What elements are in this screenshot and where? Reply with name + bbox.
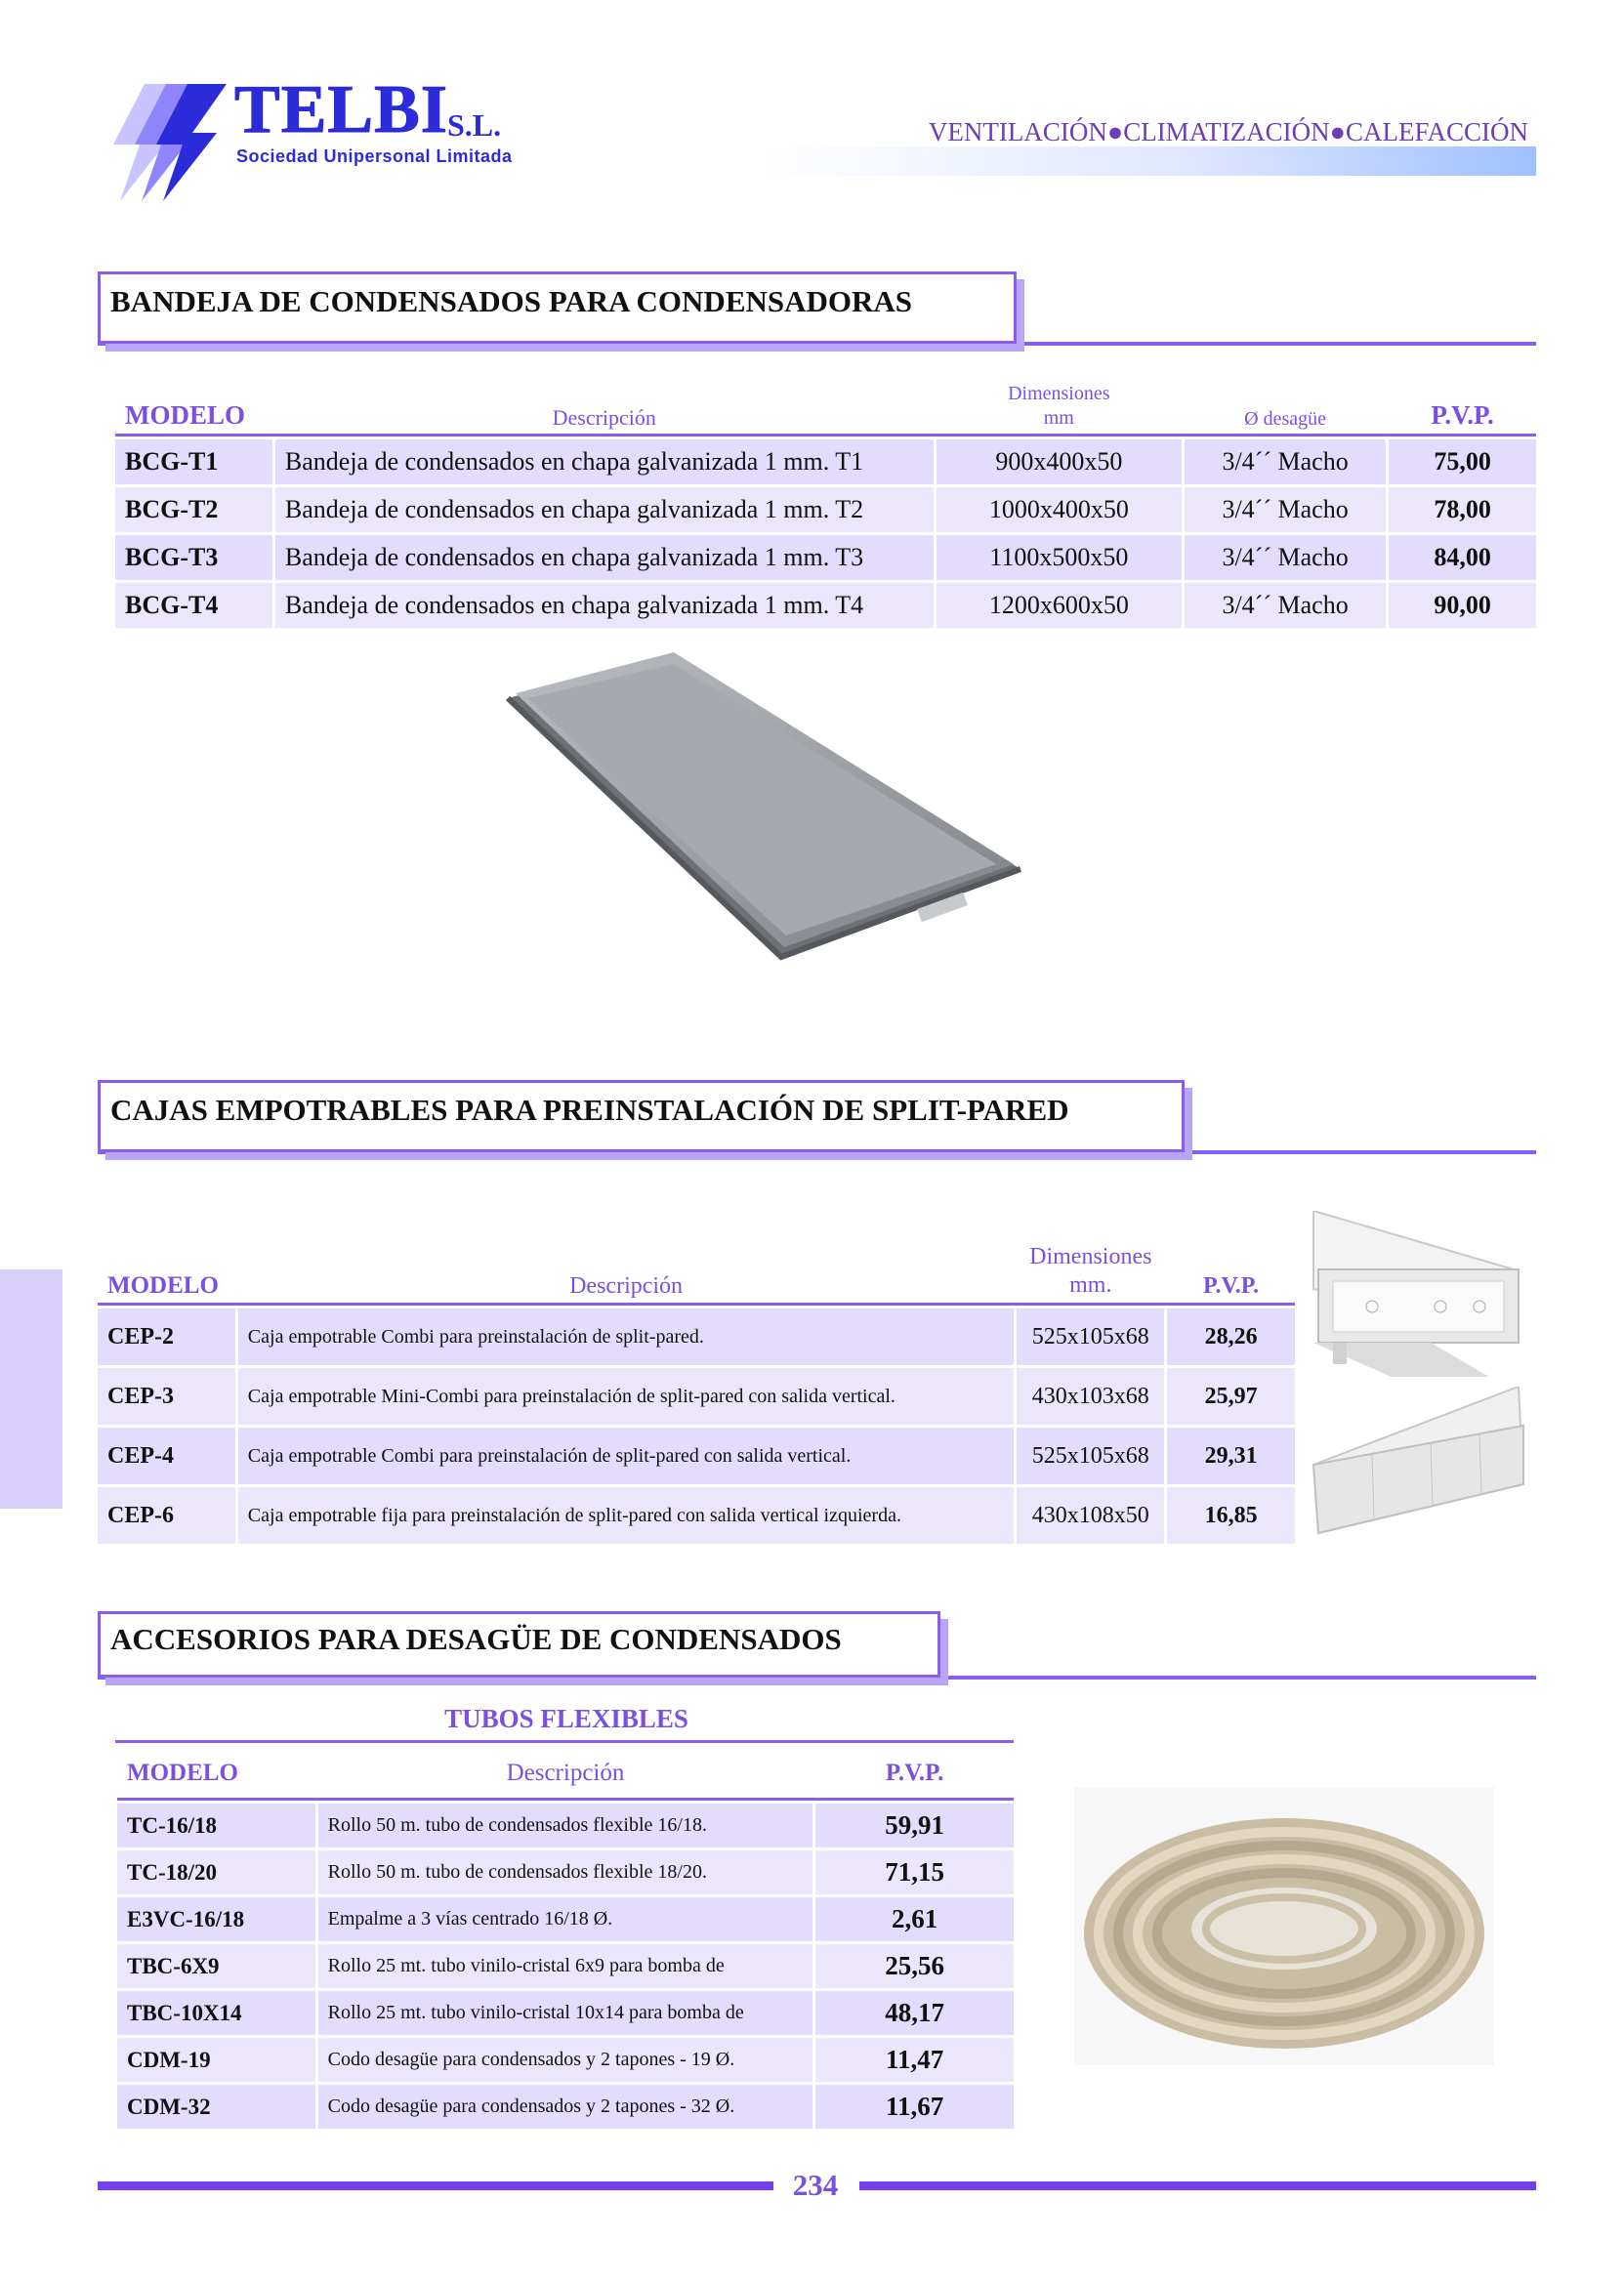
header-divider	[117, 1798, 1014, 1801]
model-cell: CEP-4	[98, 1428, 235, 1484]
table-row	[115, 439, 1536, 484]
price-cell: 25,56	[815, 1944, 1014, 1988]
price-cell: 2,61	[815, 1897, 1014, 1941]
table-row	[117, 1850, 1014, 1894]
table-row	[117, 1991, 1014, 2035]
dim-cell: 1100x500x50	[937, 535, 1182, 580]
model-cell: BCG-T1	[115, 439, 272, 484]
table-header-row	[98, 1235, 1295, 1300]
tagline-gradient-bar	[762, 146, 1536, 176]
lightning-logo-icon	[105, 84, 242, 201]
subtitle-rule	[115, 1740, 1014, 1743]
price-cell: 28,26	[1167, 1308, 1295, 1365]
model-cell: BCG-T4	[115, 583, 272, 628]
condensate-tray-image	[488, 644, 1035, 967]
col-desc-header: Descripción	[569, 1273, 684, 1299]
desc-cell: Rollo 50 m. tubo de condensados flexible 18/20.	[318, 1850, 813, 1894]
dim-cell: 525x105x68	[1017, 1308, 1164, 1365]
boxes-table	[95, 1232, 1298, 1547]
section3-subtitle: TUBOS FLEXIBLES	[444, 1704, 688, 1733]
dim-header-bottom: mm	[1043, 407, 1074, 429]
tagline: VENTILACIÓN●CLIMATIZACIÓN●CALEFACCIÓN	[928, 117, 1528, 146]
desc-cell: Codo desagüe para condensados y 2 tapones - 32 Ø.	[318, 2085, 813, 2129]
desc-cell: Rollo 25 mt. tubo vinilo-cristal 10x14 para bomba de	[318, 1991, 813, 2035]
dim-header-bottom: mm.	[1069, 1272, 1112, 1299]
side-tab	[0, 1269, 62, 1509]
wall-box-image-top	[1294, 1211, 1538, 1387]
desc-cell: Codo desagüe para condensados y 2 tapones - 19 Ø.	[318, 2038, 813, 2082]
footer-line-right	[859, 2181, 1536, 2190]
wall-box-image-bottom	[1294, 1387, 1538, 1543]
price-cell: 59,91	[815, 1804, 1014, 1847]
section1-title: BANDEJA DE CONDENSADOS PARA CONDENSADORAS	[110, 284, 913, 318]
col-price-header: P.V.P.	[1431, 400, 1494, 430]
table-row	[117, 1944, 1014, 1988]
section1-header	[98, 271, 1017, 344]
price-cell: 78,00	[1389, 487, 1536, 532]
col-price-header: P.V.P.	[1203, 1273, 1260, 1299]
price-cell: 29,31	[1167, 1428, 1295, 1484]
table-row	[115, 535, 1536, 580]
price-cell: 25,97	[1167, 1368, 1295, 1425]
section2-header	[98, 1080, 1185, 1152]
col-model-header: MODELO	[127, 1759, 238, 1786]
desc-cell: Caja empotrable Mini-Combi para preinstalación de split-pared con salida vertical.	[238, 1368, 1015, 1425]
footer-line-left	[98, 2181, 773, 2190]
model-cell: CEP-6	[98, 1487, 235, 1544]
desc-cell: Caja empotrable Combi para preinstalación de split-pared con salida vertical.	[238, 1428, 1015, 1484]
model-cell: TC-18/20	[117, 1850, 315, 1894]
desc-cell: Rollo 50 m. tubo de condensados flexible 16/18.	[318, 1804, 813, 1847]
col-drain-header: Ø desagüe	[1244, 408, 1327, 430]
brand-suffix: S.L.	[447, 107, 502, 143]
table-row	[98, 1428, 1295, 1484]
dim-cell: 430x103x68	[1017, 1368, 1164, 1425]
desc-cell: Bandeja de condensados en chapa galvanizada 1 mm. T1	[275, 439, 934, 484]
drain-cell: 3/4´´ Macho	[1185, 487, 1386, 532]
price-cell: 75,00	[1389, 439, 1536, 484]
model-cell: TBC-6X9	[117, 1944, 315, 1988]
table-row	[98, 1308, 1295, 1365]
section2-title: CAJAS EMPOTRABLES PARA PREINSTALACIÓN DE SPLIT-PARED	[110, 1093, 1069, 1127]
hoses-table	[114, 1748, 1017, 2132]
table-row	[98, 1487, 1295, 1544]
col-dim-header	[1017, 1235, 1164, 1300]
model-cell: CDM-19	[117, 2038, 315, 2082]
model-cell: CDM-32	[117, 2085, 315, 2129]
price-cell: 84,00	[1389, 535, 1536, 580]
price-cell: 16,85	[1167, 1487, 1295, 1544]
desc-cell: Rollo 25 mt. tubo vinilo-cristal 6x9 para bomba de	[318, 1944, 813, 1988]
brand-subtitle: Sociedad Unipersonal Limitada	[236, 146, 513, 166]
model-cell: TC-16/18	[117, 1804, 315, 1847]
drain-cell: 3/4´´ Macho	[1185, 439, 1386, 484]
model-cell: CEP-3	[98, 1368, 235, 1425]
desc-cell: Empalme a 3 vías centrado 16/18 Ø.	[318, 1897, 813, 1941]
drain-cell: 3/4´´ Macho	[1185, 583, 1386, 628]
dim-cell: 1200x600x50	[937, 583, 1182, 628]
price-cell: 11,47	[815, 2038, 1014, 2082]
dim-header-top: Dimensiones	[1008, 383, 1110, 404]
dim-cell: 900x400x50	[937, 439, 1182, 484]
header-divider	[98, 1303, 1295, 1306]
brand-name: TELBI	[234, 72, 448, 147]
table-row	[115, 487, 1536, 532]
table-row	[117, 1897, 1014, 1941]
price-cell: 71,15	[815, 1850, 1014, 1894]
model-cell: CEP-2	[98, 1308, 235, 1365]
col-desc-header: Descripción	[552, 405, 656, 430]
price-cell: 90,00	[1389, 583, 1536, 628]
col-desc-header: Descripción	[506, 1759, 625, 1786]
desc-cell: Bandeja de condensados en chapa galvanizada 1 mm. T2	[275, 487, 934, 532]
header-divider	[115, 434, 1536, 436]
table-row	[98, 1368, 1295, 1425]
dim-header-top: Dimensiones	[1029, 1244, 1152, 1270]
dim-cell: 1000x400x50	[937, 487, 1182, 532]
col-model-header: MODELO	[125, 400, 246, 430]
desc-cell: Caja empotrable Combi para preinstalación de split-pared.	[238, 1308, 1015, 1365]
col-model-header: MODELO	[107, 1272, 219, 1299]
table-row	[115, 583, 1536, 628]
desc-cell: Bandeja de condensados en chapa galvanizada 1 mm. T3	[275, 535, 934, 580]
price-cell: 48,17	[815, 1991, 1014, 2035]
table-row	[117, 2085, 1014, 2129]
section3-title: ACCESORIOS PARA DESAGÜE DE CONDENSADOS	[110, 1622, 842, 1656]
model-cell: BCG-T2	[115, 487, 272, 532]
desc-cell: Caja empotrable fija para preinstalación de split-pared con salida vertical izquierda.	[238, 1487, 1015, 1544]
table-header-row	[115, 374, 1536, 431]
price-cell: 11,67	[815, 2085, 1014, 2129]
page-number: 234	[792, 2168, 839, 2202]
dim-cell: 525x105x68	[1017, 1428, 1164, 1484]
model-cell: TBC-10X14	[117, 1991, 315, 2035]
table-row	[117, 1804, 1014, 1847]
dim-cell: 430x108x50	[1017, 1487, 1164, 1544]
drain-cell: 3/4´´ Macho	[1185, 535, 1386, 580]
model-cell: E3VC-16/18	[117, 1897, 315, 1941]
model-cell: BCG-T3	[115, 535, 272, 580]
flexible-hose-coil-image	[1074, 1787, 1494, 2065]
col-dim-header	[937, 374, 1182, 431]
col-price-header: P.V.P.	[885, 1759, 944, 1786]
table-header-row	[117, 1751, 1014, 1795]
trays-table	[112, 371, 1539, 631]
table-row	[117, 2038, 1014, 2082]
section3-header	[98, 1611, 940, 1678]
desc-cell: Bandeja de condensados en chapa galvanizada 1 mm. T4	[275, 583, 934, 628]
